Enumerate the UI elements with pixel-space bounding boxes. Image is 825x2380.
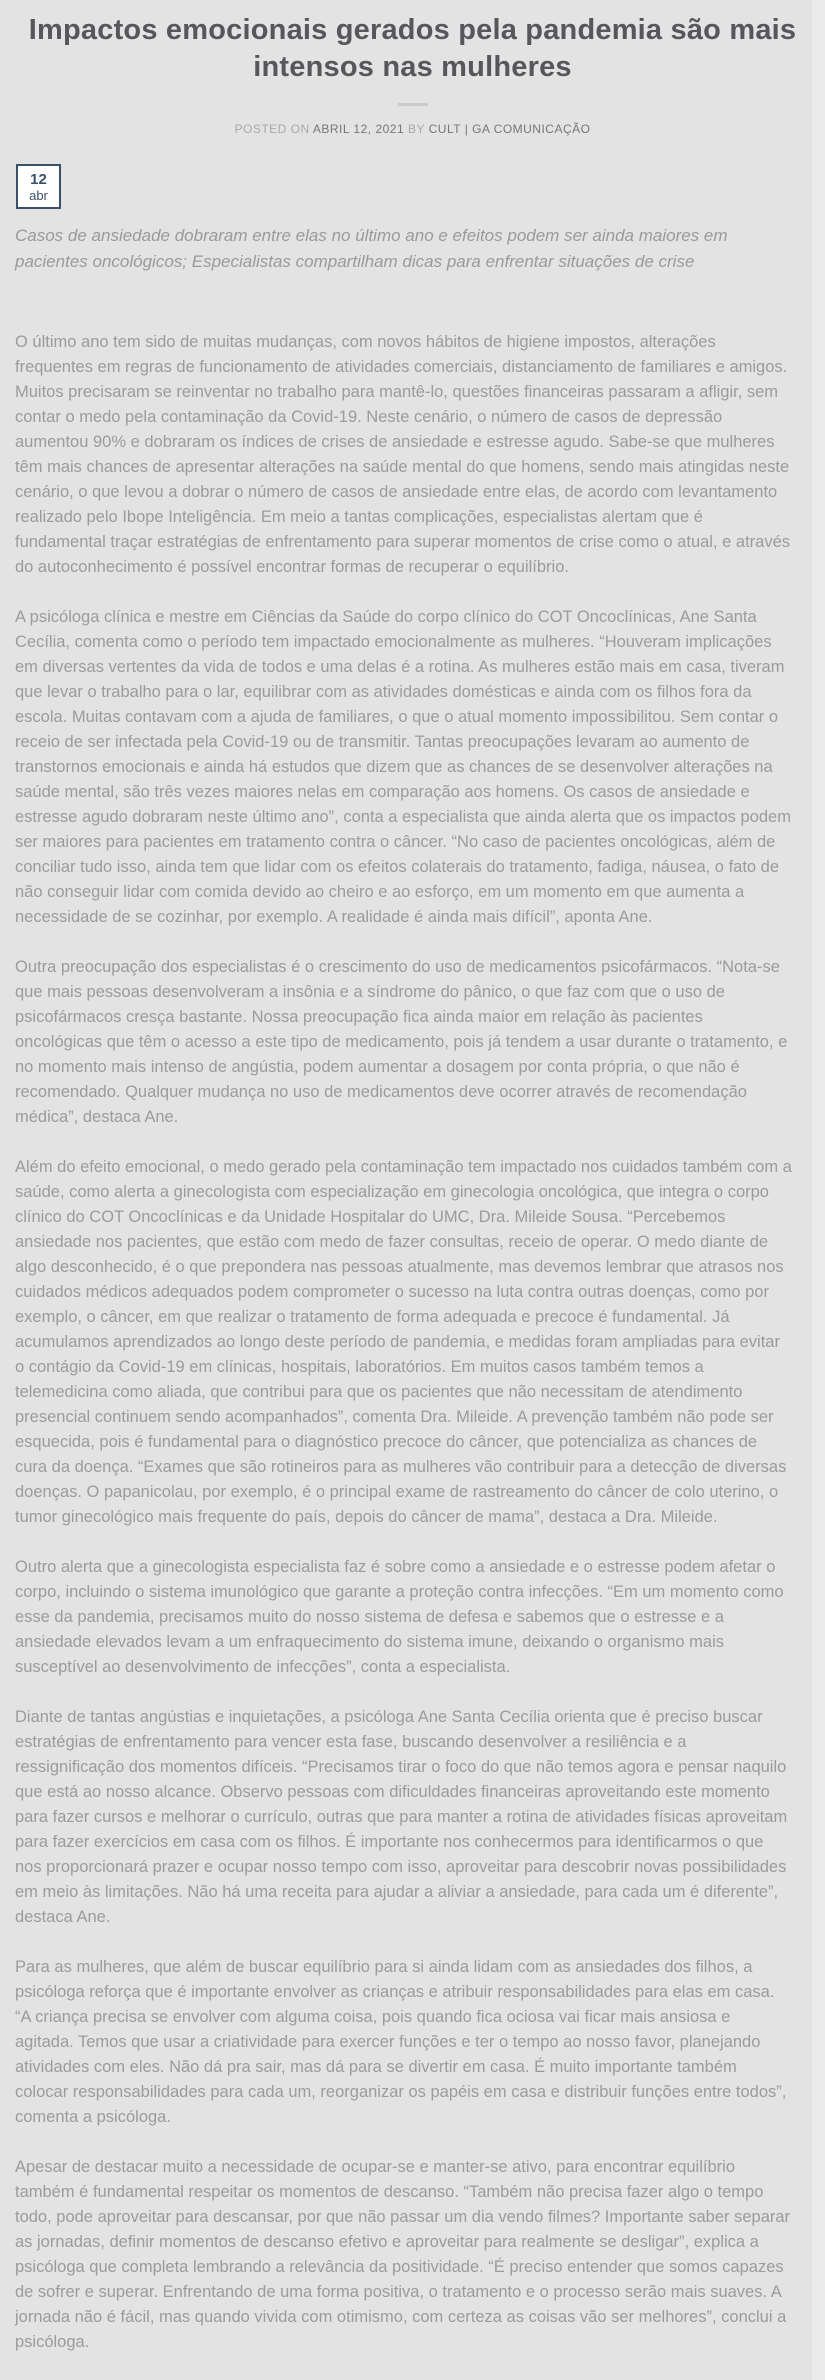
article-paragraph: Diante de tantas angústias e inquietações, a psicóloga Ane Santa Cecília orienta que é preciso buscar estratégias de enfrentamento para vencer esta fase, buscando desenvolver a resiliência e a ressignificação dos momentos difíceis. “Precisamos tirar o foco do que não temos agora e pensar naquilo que está ao nosso alcance. Observo pessoas com dificuldades financeiras aproveitando este momento para fazer cursos e melhorar o currículo, outras que para manter a rotina de atividades físicas aproveitam para fazer exercícios em casa com os filhos. É importante nos conhecermos para identificarmos o que nos proporcionará prazer e ocupar nosso tempo com isso, aproveitar para descobrir novas possibilidades em meio às limitações. Não há uma receita para ajudar a aliviar a ansiedade, para cada um é diferente”, destaca Ane. (15, 1708, 788, 1926)
page-title: Impactos emocionais gerados pela pandemia são mais intensos nas mulheres (28, 14, 797, 83)
post-body (15, 330, 793, 2355)
date-badge-day: 12 (30, 170, 47, 188)
article-paragraph: Apesar de destacar muito a necessidade de ocupar-se e manter-se ativo, para encontrar equilíbrio também é fundamental respeitar os momentos de descanso. “Também não precisa fazer algo o tempo todo, pode aproveitar para descansar, por que não passar um dia vendo filmes? Importante saber separar as jornadas, definir momentos de descanso efetivo e aproveitar para realmente se desligar”, explica a psicóloga que completa lembrando a relevância da positividade. “É preciso entender que somos capazes de sofrer e superar. Enfrentando de uma forma positiva, o tratamento e o processo serão mais suaves. A jornada não é fácil, mas quando vivida com otimismo, com certeza as coisas vão ser melhores”, conclui a psicóloga. (15, 2158, 791, 2351)
article-paragraph: Para as mulheres, que além de buscar equilíbrio para si ainda lidam com as ansiedades dos filhos, a psicóloga reforça que é importante envolver as crianças e atribuir responsabilidades para elas em casa. “A criança precisa se envolver com alguma coisa, pois quando fica ociosa vai ficar mais ansiosa e agitada. Temos que usar a criatividade para exercer funções e ter o tempo ao nosso favor, planejando atividades com eles. Não dá pra sair, mas dá para se divertir em casa. É muito importante também colocar responsabilidades para cada um, reorganizar os papéis em casa e distribuir funções entre todos”, comenta a psicóloga. (15, 1958, 787, 2126)
date-badge-month: abr (29, 187, 48, 203)
article-paragraph: O último ano tem sido de muitas mudanças, com novos hábitos de higiene impostos, alterações frequentes em regras de funcionamento de atividades comerciais, distanciamento de familiares e amigos. Muitos precisaram se reinventar no trabalho para mantê-lo, questões financeiras passaram a afligir, sem contar o medo pela contaminação da Covid-19. Neste cenário, o número de casos de depressão aumentou 90% e dobraram os índices de crises de ansiedade e estresse agudo. Sabe-se que mulheres têm mais chances de apresentar alterações na saúde mental do que homens, sendo mais atingidas neste cenário, o que levou a dobrar o número de casos de ansiedade entre elas, de acordo com levantamento realizado pelo Ibope Inteligência. Em meio a tantas complicações, especialistas alertam que é fundamental traçar estratégias de enfrentamento para superar momentos de crise como o atual, e através do autoconhecimento é possível encontrar formas de recuperar o equilíbrio. (15, 333, 791, 576)
article-paragraph: A psicóloga clínica e mestre em Ciências da Saúde do corpo clínico do COT Oncoclínicas, Ane Santa Cecília, comenta como o período tem impactado emocionalmente as mulheres. “Houveram implicações em diversas vertentes da vida de todos e uma delas é a rotina. As mulheres estão mais em casa, tiveram que levar o trabalho para o lar, equilibrar com as atividades domésticas e ainda com os filhos fora da escola. Muitas contavam com a ajuda de familiares, o que o atual momento impossibilitou. Sem contar o receio de ser infectada pela Covid-19 ou de transmitir. Tantas preocupações levaram ao aumento de transtornos emocionais e ainda há estudos que dizem que as chances de se desenvolver alterações na saúde mental, são três vezes maiores nelas em comparação aos homens. Os casos de ansiedade e estresse agudo dobraram neste último ano”, conta a especialista que ainda alerta que os impactos podem ser maiores para pacientes em tratamento contra o câncer. “No caso de pacientes oncológicas, além de conciliar tudo isso, ainda tem que lidar com os efeitos colaterais do tratamento, fadiga, náusea, o fato de não conseguir lidar com comida devido ao cheiro e ao esforço, em um momento em que aumenta a necessidade de se cozinhar, por exemplo. A realidade é ainda mais difícil”, aponta Ane. (15, 608, 791, 926)
post-author-link[interactable]: CULT | GA COMUNICAÇÃO (428, 122, 591, 136)
post-date-link[interactable]: ABRIL 12, 2021 (312, 122, 405, 136)
article-paragraph: Outra preocupação dos especialistas é o crescimento do uso de medicamentos psicofármacos. “Nota-se que mais pessoas desenvolveram a insônia e a síndrome do pânico, o que faz com que o uso de psicofármacos cresça bastante. Nossa preocupação fica ainda maior em relação às pacientes oncológicas que têm o acesso a este tipo de medicamento, pois já tendem a usar durante o tratamento, e no momento mais intenso de angústia, podem aumentar a dosagem por conta própria, o que não é recomendado. Qualquer mudança no uso de medicamentos deve ocorrer através de recomendação médica”, destaca Ane. (15, 958, 788, 1126)
page-right-edge (812, 0, 825, 2380)
article-paragraph: Além do efeito emocional, o medo gerado pela contaminação tem impactado nos cuidados também com a saúde, como alerta a ginecologista com especialização em ginecologia oncológica, que integra o corpo clínico do COT Oncoclínicas e da Unidade Hospitalar do UMC, Dra. Mileide Sousa. “Percebemos ansiedade nos pacientes, que estão com medo de fazer consultas, receio de operar. O medo diante de algo desconhecido, é o que prepondera nas pessoas atualmente, mas devemos lembrar que atrasos nos cuidados médicos adequados podem comprometer o sucesso na luta contra outras doenças, como por exemplo, o câncer, em que realizar o tratamento de forma adequada e precoce é fundamental. Já acumulamos aprendizados ao longo deste período de pandemia, e medidas foram ampliadas para evitar o contágio da Covid-19 em clínicas, hospitais, laboratórios. Em muitos casos também temos a telemedicina como aliada, que contribui para que os pacientes que não necessitam de atendimento presencial continuem sendo acompanhados”, comenta Dra. Mileide. A prevenção também não pode ser esquecida, pois é fundamental para o diagnóstico precoce do câncer, que potencializa as chances de cura da doença. “Exames que são rotineiros para as mulheres vão contribuir para a detecção de diversas doenças. O papanicolau, por exemplo, é o principal exame de rastreamento do câncer de colo uterino, o tumor ginecológico mais frequente do país, depois do câncer de mama”, destaca a Dra. Mileide. (15, 1158, 792, 1526)
post-subtitle: Casos de ansiedade dobraram entre elas no último ano e efeitos podem ser ainda maiores em pacientes oncológicos; Especialistas compartilham dicas para enfrentar situações de crise (15, 226, 728, 271)
post-header (0, 0, 825, 136)
date-badge (16, 164, 61, 209)
posted-on-label: POSTED ON (234, 122, 310, 136)
post-meta (0, 122, 825, 136)
article-paragraph: Outro alerta que a ginecologista especialista faz é sobre como a ansiedade e o estresse podem afetar o corpo, incluindo o sistema imunológico que garante a proteção contra infecções. “Em um momento como esse da pandemia, precisamos muito do nosso sistema de defesa e sabemos que o estresse e a ansiedade elevados levam a um enfraquecimento do sistema imune, deixando o organismo mais susceptível ao desenvolvimento de infecções”, conta a especialista. (15, 1558, 784, 1676)
title-divider (398, 103, 428, 106)
by-label: BY (407, 122, 425, 136)
